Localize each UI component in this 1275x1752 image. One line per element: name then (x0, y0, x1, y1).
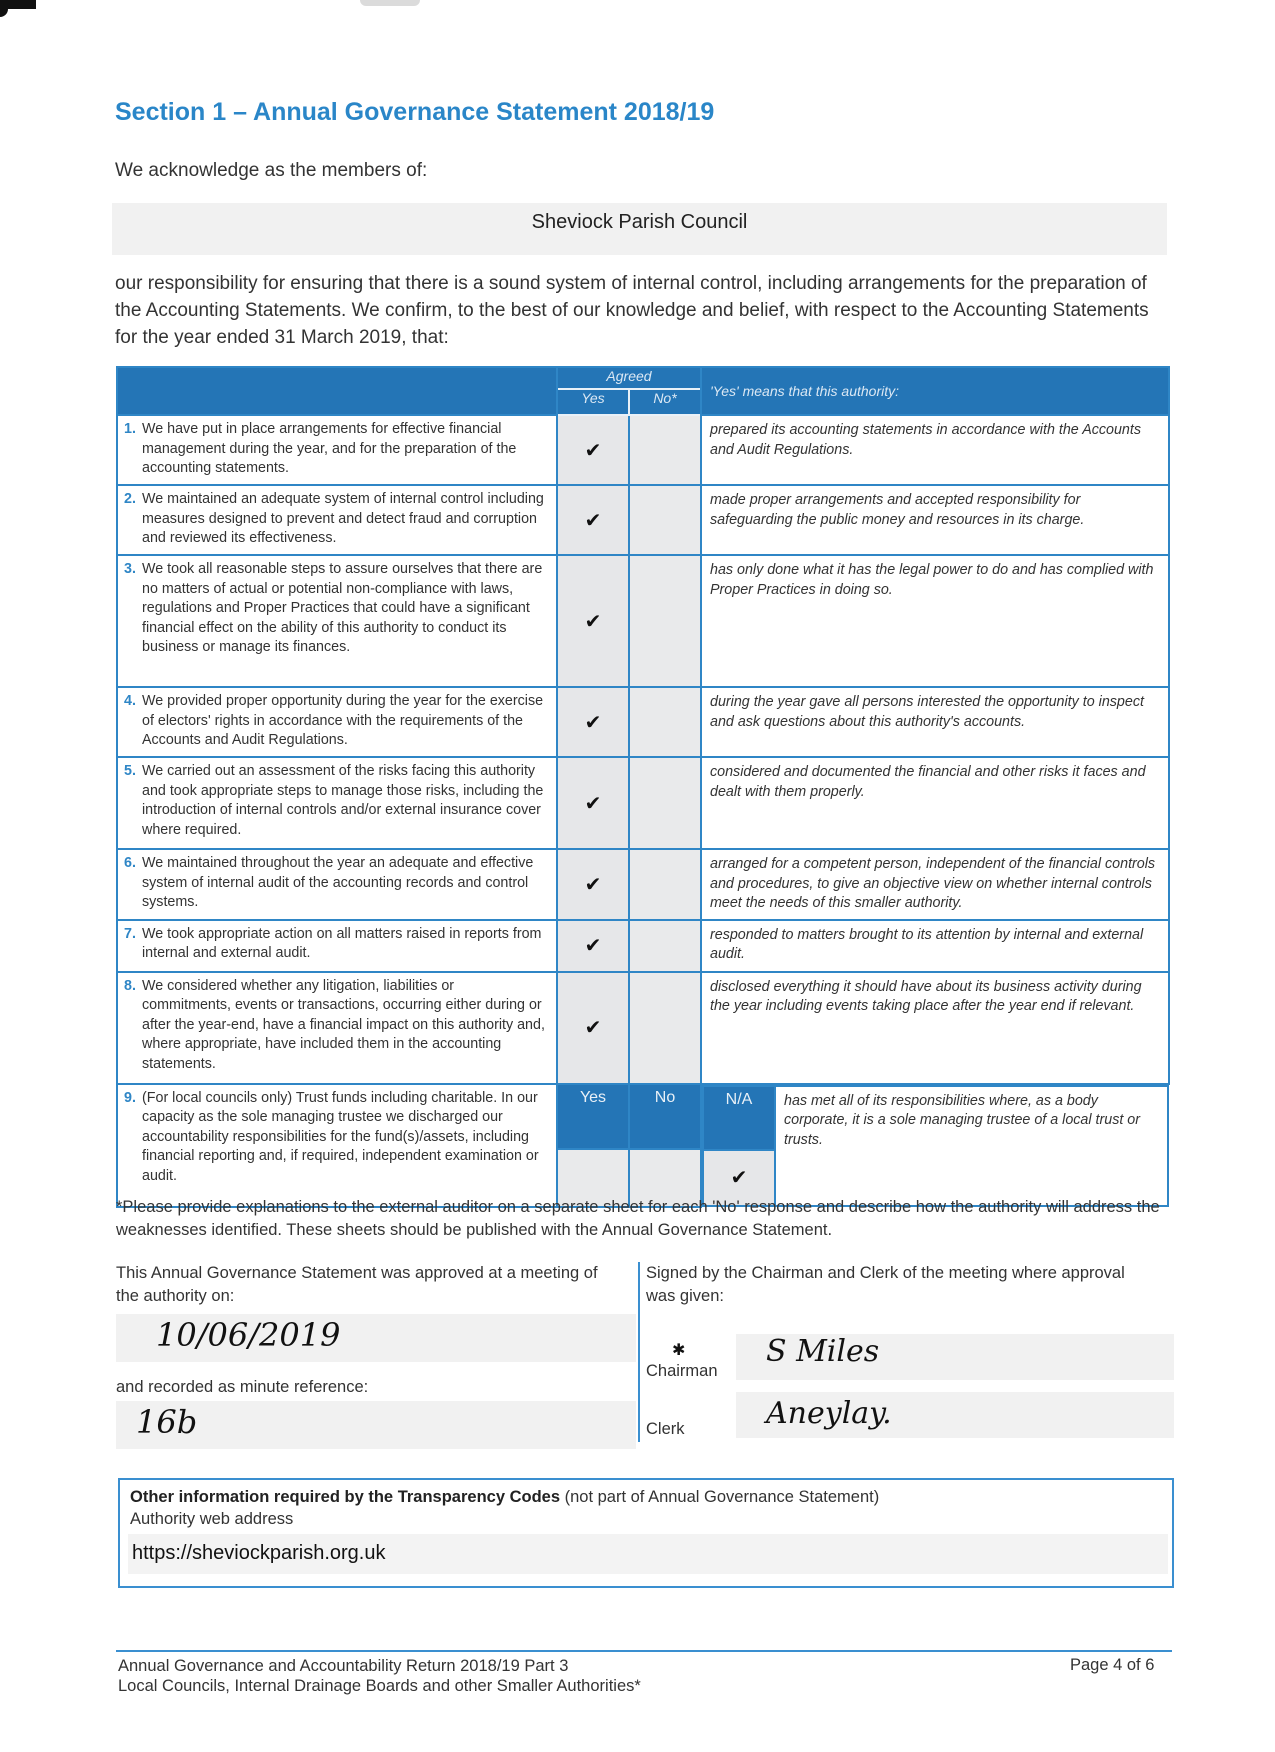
table-row (117, 555, 1169, 687)
checkbox-yes[interactable]: ✔ (557, 415, 629, 485)
authority-name-field[interactable] (112, 203, 1167, 255)
means-text: responded to matters brought to its attention by internal and external audit. (701, 920, 1169, 972)
clerk-signature: Aneylay. (766, 1396, 892, 1431)
governance-table (116, 366, 1170, 1208)
intro-text: our responsibility for ensuring that there is a sound system of internal control, including arrangements for the preparation of the Accounting Statements. We confirm, to the best of our knowledge and belief, with respect to the Accounting Statements for the year ended 31 March 2019, that: (115, 273, 1149, 348)
statement-number: 8. (124, 977, 136, 994)
page-number: Page 4 of 6 (1070, 1656, 1155, 1674)
row9-right (701, 1084, 1169, 1207)
statement-cell (117, 920, 557, 972)
minute-reference-field[interactable] (116, 1401, 636, 1449)
statement-text: We took all reasonable steps to assure ourselves that there are no matters of actual or potential non-compliance with laws, regulations and Proper Practices that could have a significant financial effect on the ability of this authority to conduct its business or manage its finances. (142, 561, 543, 655)
header-yes: Yes (557, 389, 629, 415)
statement-text: We provided proper opportunity during the year for the exercise of electors' rights in accordance with the requirements of the Accounts and Audit Regulations. (142, 693, 544, 748)
checkbox-no[interactable] (629, 415, 701, 485)
signed-label: Signed by the Chairman and Clerk of the meeting where approval was given: (646, 1264, 1125, 1305)
means-text: considered and documented the financial and other risks it faces and dealt with them properly. (701, 757, 1169, 849)
statement-text: We considered whether any litigation, liabilities or commitments, events or transactions, occurring either during or after the year-end, have a financial impact on this authority and, where appropriate, have included them in the accounting statements. (142, 977, 545, 1072)
means-text: has only done what it has the legal power to do and has complied with Proper Practices in doing so. (701, 555, 1169, 687)
statement-text: (For local councils only) Trust funds including charitable. In our capacity as the sole managing trustee we discharged our accountability responsibilities for the fund(s)/assets, including financial reporting and, if required, independent examination or audit. (142, 1089, 539, 1184)
chairman-mark: ✱ (672, 1342, 686, 1359)
statement-number: 9. (124, 1089, 136, 1106)
web-address-field[interactable] (128, 1534, 1168, 1574)
authority-name: Sheviock Parish Council (531, 211, 748, 233)
checkbox-no[interactable] (629, 920, 701, 972)
means-text: during the year gave all persons interested the opportunity to inspect and ask questions about this authority's accounts. (701, 687, 1169, 757)
checkbox-yes[interactable]: ✔ (557, 485, 629, 555)
statement-cell (117, 687, 557, 757)
checkbox-no[interactable] (629, 555, 701, 687)
checkbox-yes[interactable]: ✔ (557, 555, 629, 687)
table-row (117, 972, 1169, 1084)
checkbox-yes[interactable]: ✔ (557, 849, 629, 920)
statement-cell (117, 757, 557, 849)
transparency-box (118, 1478, 1174, 1588)
statement-text: We maintained throughout the year an adequate and effective system of internal audit of the accounting records and control systems. (142, 855, 534, 910)
statement-number: 3. (124, 561, 136, 577)
approval-section (116, 1262, 636, 1449)
footer-divider (116, 1650, 1172, 1652)
checkbox-no[interactable] (629, 757, 701, 849)
checkbox-na[interactable]: ✔ (703, 1150, 775, 1206)
table-row (117, 415, 1169, 485)
statement-text: We took appropriate action on all matters raised in reports from internal and external audit. (142, 925, 542, 961)
web-address-value: https://sheviockparish.org.uk (132, 1542, 386, 1564)
footer-line-2: Local Councils, Internal Drainage Boards and other Smaller Authorities* (118, 1677, 641, 1695)
statement-text: We carried out an assessment of the risks facing this authority and took appropriate steps to manage those risks, including the introduction of internal controls and/or external insurance cover where required. (142, 763, 544, 838)
header-no: No (629, 1084, 701, 1150)
table-row (117, 687, 1169, 757)
chairman-signature: S Miles (766, 1334, 880, 1369)
statement-text: We have put in place arrangements for effective financial management during the year, and for the preparation of the accounting statements. (142, 421, 517, 476)
table-row (117, 849, 1169, 920)
statement-cell (117, 485, 557, 555)
statement-number: 6. (124, 855, 136, 871)
header-means: 'Yes' means that this authority: (701, 367, 1169, 415)
means-text: has met all of its responsibilities where, as a body corporate, it is a sole managing trustee of a local trust or trusts. (775, 1086, 1168, 1206)
means-text: disclosed everything it should have about its business activity during the year including events taking place after the year end if relevant. (701, 972, 1169, 1084)
table-row (117, 757, 1169, 849)
means-text: made proper arrangements and accepted responsibility for safeguarding the public money and resources in its charge. (701, 485, 1169, 555)
statement-number: 2. (124, 491, 136, 507)
signature-section (638, 1262, 1186, 1442)
scan-smudge (360, 0, 420, 6)
transparency-heading (130, 1488, 879, 1507)
checkbox-yes[interactable]: ✔ (557, 687, 629, 757)
statement-number: 7. (124, 925, 136, 942)
minute-label: and recorded as minute reference: (116, 1378, 369, 1396)
meeting-date-value: 10/06/2019 (156, 1316, 341, 1354)
transparency-heading-bold: Other information required by the Transparency Codes (130, 1488, 561, 1506)
header-na: N/A (703, 1086, 775, 1150)
statement-cell (117, 1084, 557, 1207)
table-row (117, 920, 1169, 972)
checkbox-no[interactable] (629, 849, 701, 920)
checkbox-yes[interactable]: ✔ (557, 972, 629, 1084)
footer-line-1: Annual Governance and Accountability Return 2018/19 Part 3 (118, 1657, 569, 1675)
statement-cell (117, 415, 557, 485)
means-text: arranged for a competent person, independent of the financial controls and procedures, to give an objective view on whether internal controls meet the needs of this smaller authority. (701, 849, 1169, 920)
checkbox-no[interactable] (629, 687, 701, 757)
checkbox-yes[interactable]: ✔ (557, 757, 629, 849)
scan-corner-mark (0, 0, 36, 9)
footer-text (118, 1656, 641, 1696)
statement-cell (117, 555, 557, 687)
checkbox-no[interactable] (629, 972, 701, 1084)
statement-text: We maintained an adequate system of internal control including measures designed to prevent and detect fraud and corruption and reviewed its effectiveness. (142, 491, 544, 546)
chairman-label: Chairman (646, 1362, 718, 1380)
approved-label: This Annual Governance Statement was approved at a meeting of the authority on: (116, 1264, 598, 1305)
statement-cell (117, 849, 557, 920)
clerk-label: Clerk (646, 1420, 685, 1438)
scan-corner-mark (0, 9, 8, 17)
section-title: Section 1 – Annual Governance Statement 2018/19 (115, 98, 715, 126)
acknowledge-text: We acknowledge as the members of: (115, 160, 428, 181)
header-yes: Yes (557, 1084, 629, 1150)
footnote: *Please provide explanations to the external auditor on a separate sheet for each 'No' response and describe how the authority will address the weaknesses identified. These sheets should be published with the Annual Governance Statement. (116, 1198, 1160, 1239)
header-agreed: Agreed (557, 367, 701, 389)
statement-number: 5. (124, 763, 136, 779)
statement-number: 1. (124, 421, 136, 437)
header-no: No* (629, 389, 701, 415)
checkbox-yes[interactable]: ✔ (557, 920, 629, 972)
chairman-signature-field[interactable] (736, 1334, 1174, 1380)
statement-cell (117, 972, 557, 1084)
table-row-9 (117, 1084, 1169, 1150)
statement-number: 4. (124, 693, 136, 709)
table-row (117, 485, 1169, 555)
web-address-label: Authority web address (130, 1510, 294, 1528)
meeting-date-field[interactable] (116, 1314, 636, 1362)
means-text: prepared its accounting statements in accordance with the Accounts and Audit Regulations. (701, 415, 1169, 485)
checkbox-no[interactable] (629, 485, 701, 555)
minute-reference-value: 16b (136, 1403, 198, 1441)
transparency-heading-rest: (not part of Annual Governance Statement) (560, 1488, 880, 1506)
header-blank (117, 367, 557, 415)
clerk-signature-field[interactable] (736, 1392, 1174, 1438)
